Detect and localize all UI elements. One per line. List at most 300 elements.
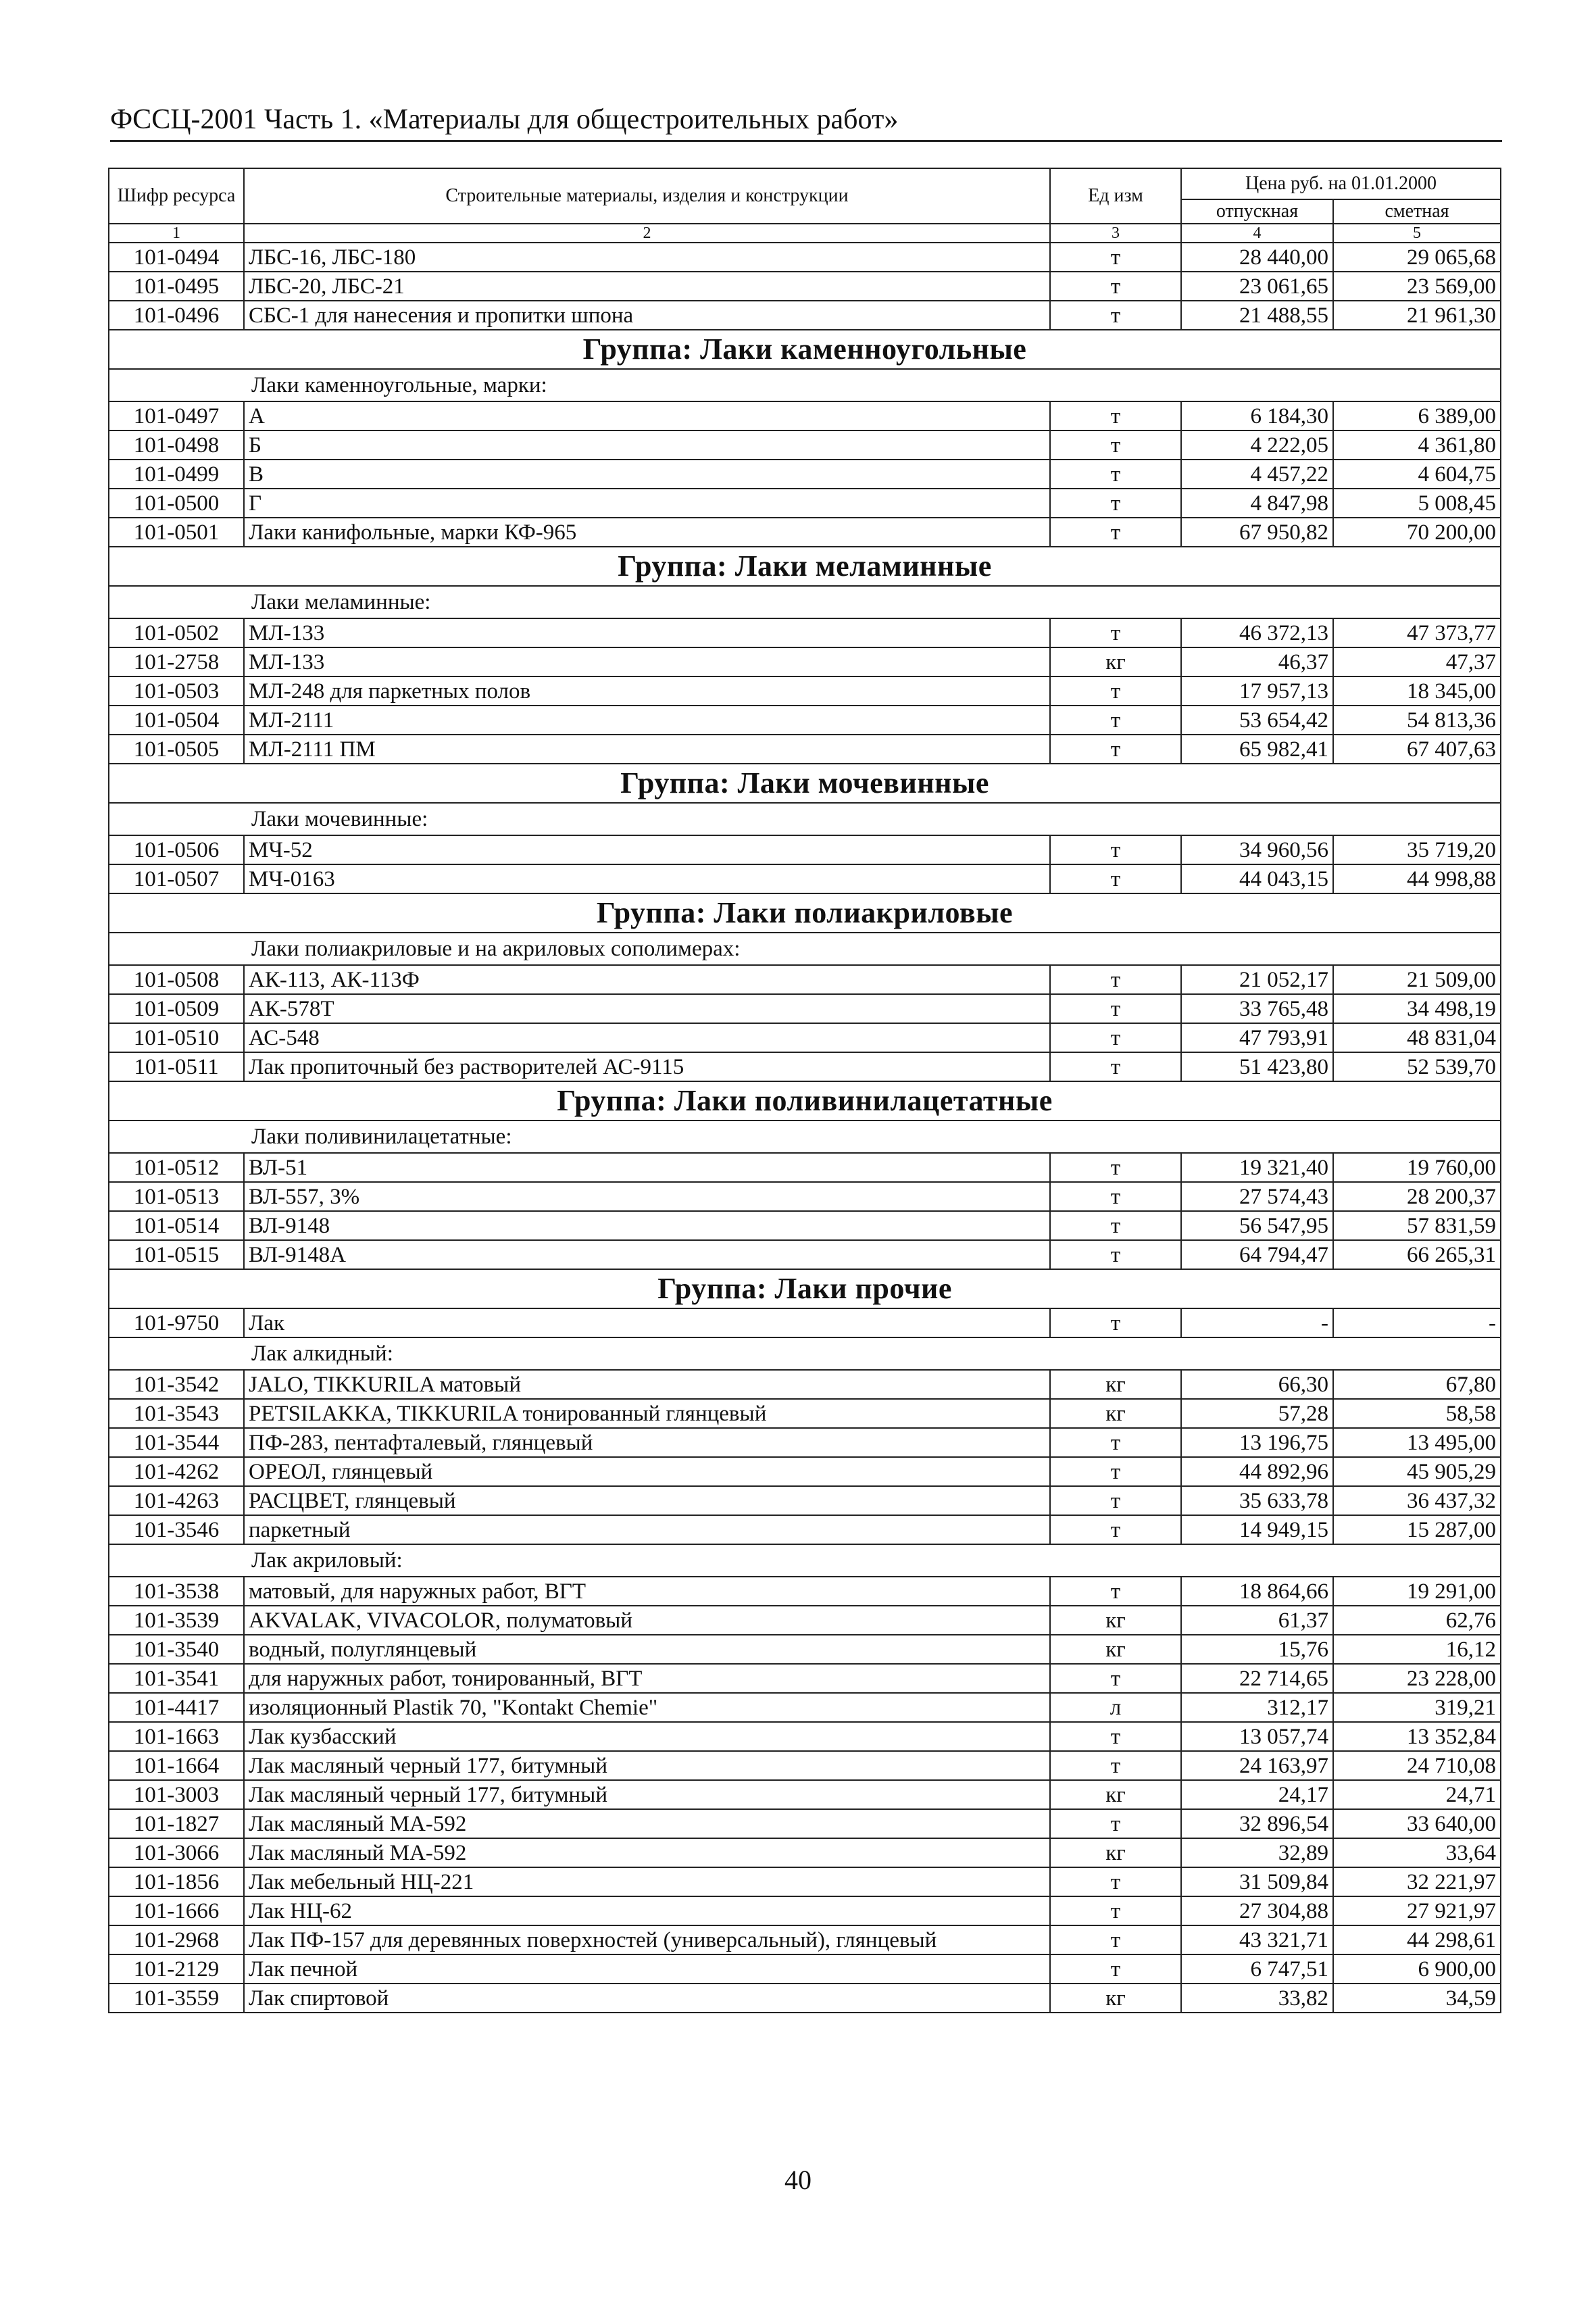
release-price-cell: 67 950,82	[1181, 518, 1333, 547]
material-name-cell: Лак мебельный НЦ-221	[244, 1867, 1050, 1896]
unit-cell: т	[1050, 1457, 1181, 1486]
subgroup-heading-row	[109, 1544, 1501, 1577]
page-header-title: ФССЦ-2001 Часть 1. «Материалы для общестроительных работ»	[110, 104, 899, 135]
release-price-cell: 4 457,22	[1181, 460, 1333, 489]
estimate-price-cell: 18 345,00	[1333, 676, 1501, 706]
table-row	[109, 864, 1501, 893]
material-name-cell: МЛ-2111	[244, 706, 1050, 735]
subgroup-heading: Лаки поливинилацетатные:	[109, 1121, 1501, 1153]
group-heading-row	[109, 1081, 1501, 1121]
estimate-price-cell: 5 008,45	[1333, 489, 1501, 518]
estimate-price-cell: 57 831,59	[1333, 1211, 1501, 1240]
column-number: 5	[1333, 224, 1501, 243]
table-row	[109, 735, 1501, 764]
table-row	[109, 1515, 1501, 1544]
estimate-price-cell: 23 228,00	[1333, 1664, 1501, 1693]
release-price-cell: 27 304,88	[1181, 1896, 1333, 1925]
estimate-price-cell: 13 352,84	[1333, 1722, 1501, 1751]
estimate-price-cell: 27 921,97	[1333, 1896, 1501, 1925]
estimate-price-cell: 54 813,36	[1333, 706, 1501, 735]
subgroup-heading-row	[109, 1121, 1501, 1153]
table-row	[109, 1925, 1501, 1954]
unit-cell: т	[1050, 735, 1181, 764]
release-price-cell: 22 714,65	[1181, 1664, 1333, 1693]
subgroup-heading: Лаки каменноугольные, марки:	[109, 369, 1501, 401]
resource-code-cell: 101-0501	[109, 518, 244, 547]
estimate-price-cell: 70 200,00	[1333, 518, 1501, 547]
material-name-cell: МЛ-133	[244, 618, 1050, 647]
table-row	[109, 430, 1501, 460]
resource-code-cell: 101-2968	[109, 1925, 244, 1954]
estimate-price-cell: 19 291,00	[1333, 1577, 1501, 1606]
table-row	[109, 1428, 1501, 1457]
table-row	[109, 647, 1501, 676]
material-name-cell: Лак пропиточный без растворителей АС-9115	[244, 1052, 1050, 1081]
resource-code-cell: 101-0509	[109, 994, 244, 1023]
release-price-cell: 32 896,54	[1181, 1809, 1333, 1838]
unit-cell: т	[1050, 272, 1181, 301]
material-name-cell: Лак масляный черный 177, битумный	[244, 1780, 1050, 1809]
table-row	[109, 518, 1501, 547]
resource-code-cell: 101-3540	[109, 1635, 244, 1664]
table-row	[109, 1693, 1501, 1722]
unit-cell: кг	[1050, 1780, 1181, 1809]
estimate-price-cell: 32 221,97	[1333, 1867, 1501, 1896]
unit-cell: т	[1050, 1240, 1181, 1269]
table-row	[109, 243, 1501, 272]
estimate-price-cell: 33 640,00	[1333, 1809, 1501, 1838]
column-number: 3	[1050, 224, 1181, 243]
release-price-cell: 6 747,51	[1181, 1954, 1333, 1984]
unit-cell: т	[1050, 1925, 1181, 1954]
estimate-price-cell: 44 998,88	[1333, 864, 1501, 893]
unit-cell: т	[1050, 1052, 1181, 1081]
material-name-cell: JALO, TIKKURILA матовый	[244, 1370, 1050, 1399]
release-price-cell: 31 509,84	[1181, 1867, 1333, 1896]
release-price-cell: 24,17	[1181, 1780, 1333, 1809]
material-name-cell: Лак печной	[244, 1954, 1050, 1984]
unit-cell: т	[1050, 1751, 1181, 1780]
release-price-cell: 4 222,05	[1181, 430, 1333, 460]
subgroup-heading: Лаки мочевинные:	[109, 803, 1501, 835]
materials-price-table	[108, 168, 1501, 2013]
resource-code-cell: 101-4417	[109, 1693, 244, 1722]
group-heading-row	[109, 893, 1501, 933]
release-price-cell: 32,89	[1181, 1838, 1333, 1867]
estimate-price-cell: 47 373,77	[1333, 618, 1501, 647]
unit-cell: кг	[1050, 1399, 1181, 1428]
unit-cell: кг	[1050, 1838, 1181, 1867]
column-number: 2	[244, 224, 1050, 243]
estimate-price-cell: 21 509,00	[1333, 965, 1501, 994]
table-row	[109, 1577, 1501, 1606]
unit-cell: т	[1050, 1954, 1181, 1984]
estimate-price-cell: 45 905,29	[1333, 1457, 1501, 1486]
unit-cell: т	[1050, 1211, 1181, 1240]
release-price-cell: 24 163,97	[1181, 1751, 1333, 1780]
material-name-cell: СБС-1 для нанесения и пропитки шпона	[244, 301, 1050, 330]
release-price-cell: 43 321,71	[1181, 1925, 1333, 1954]
material-name-cell: А	[244, 401, 1050, 430]
table-row	[109, 301, 1501, 330]
resource-code-cell: 101-3542	[109, 1370, 244, 1399]
release-price-cell: 21 488,55	[1181, 301, 1333, 330]
unit-cell: т	[1050, 1867, 1181, 1896]
resource-code-cell: 101-0514	[109, 1211, 244, 1240]
release-price-cell: 312,17	[1181, 1693, 1333, 1722]
group-heading-row	[109, 764, 1501, 803]
header-name: Строительные материалы, изделия и конструкции	[244, 168, 1050, 224]
release-price-cell: 28 440,00	[1181, 243, 1333, 272]
table-row	[109, 1023, 1501, 1052]
material-name-cell: Лак масляный черный 177, битумный	[244, 1751, 1050, 1780]
release-price-cell: 34 960,56	[1181, 835, 1333, 864]
release-price-cell: 47 793,91	[1181, 1023, 1333, 1052]
unit-cell: т	[1050, 1308, 1181, 1337]
material-name-cell: Лак ПФ-157 для деревянных поверхностей (универсальный), глянцевый	[244, 1925, 1050, 1954]
subgroup-heading-row	[109, 933, 1501, 965]
estimate-price-cell: 36 437,32	[1333, 1486, 1501, 1515]
release-price-cell: 35 633,78	[1181, 1486, 1333, 1515]
resource-code-cell: 101-3543	[109, 1399, 244, 1428]
resource-code-cell: 101-0503	[109, 676, 244, 706]
release-price-cell: 13 057,74	[1181, 1722, 1333, 1751]
estimate-price-cell: 319,21	[1333, 1693, 1501, 1722]
subgroup-heading-row	[109, 586, 1501, 618]
estimate-price-cell: 67 407,63	[1333, 735, 1501, 764]
table-row	[109, 1635, 1501, 1664]
table-row	[109, 1984, 1501, 2013]
estimate-price-cell: 66 265,31	[1333, 1240, 1501, 1269]
resource-code-cell: 101-0507	[109, 864, 244, 893]
table-row	[109, 1809, 1501, 1838]
material-name-cell: ВЛ-9148	[244, 1211, 1050, 1240]
subgroup-heading: Лаки меламинные:	[109, 586, 1501, 618]
material-name-cell: ПФ-283, пентафталевый, глянцевый	[244, 1428, 1050, 1457]
resource-code-cell: 101-0499	[109, 460, 244, 489]
unit-cell: т	[1050, 965, 1181, 994]
release-price-cell: 61,37	[1181, 1606, 1333, 1635]
resource-code-cell: 101-0496	[109, 301, 244, 330]
resource-code-cell: 101-0512	[109, 1153, 244, 1182]
unit-cell: т	[1050, 460, 1181, 489]
material-name-cell: МЧ-52	[244, 835, 1050, 864]
release-price-cell: 46,37	[1181, 647, 1333, 676]
subgroup-heading-row	[109, 369, 1501, 401]
estimate-price-cell: 4 604,75	[1333, 460, 1501, 489]
material-name-cell: ВЛ-557, 3%	[244, 1182, 1050, 1211]
estimate-price-cell: 29 065,68	[1333, 243, 1501, 272]
table-row	[109, 1211, 1501, 1240]
unit-cell: кг	[1050, 647, 1181, 676]
unit-cell: кг	[1050, 1984, 1181, 2013]
material-name-cell: изоляционный Plastik 70, "Kontakt Chemie"	[244, 1693, 1050, 1722]
material-name-cell: Лаки канифольные, марки КФ-965	[244, 518, 1050, 547]
unit-cell: т	[1050, 1515, 1181, 1544]
table-row	[109, 1954, 1501, 1984]
header-divider	[110, 140, 1502, 142]
group-heading-row	[109, 330, 1501, 369]
estimate-price-cell: 6 900,00	[1333, 1954, 1501, 1984]
table-row	[109, 1370, 1501, 1399]
estimate-price-cell: 28 200,37	[1333, 1182, 1501, 1211]
unit-cell: т	[1050, 1896, 1181, 1925]
table-row	[109, 1308, 1501, 1337]
table-row	[109, 1606, 1501, 1635]
resource-code-cell: 101-3003	[109, 1780, 244, 1809]
unit-cell: кг	[1050, 1635, 1181, 1664]
column-number: 1	[109, 224, 244, 243]
table-row	[109, 994, 1501, 1023]
table-row	[109, 835, 1501, 864]
resource-code-cell: 101-4263	[109, 1486, 244, 1515]
release-price-cell: 17 957,13	[1181, 676, 1333, 706]
unit-cell: т	[1050, 1722, 1181, 1751]
release-price-cell: 53 654,42	[1181, 706, 1333, 735]
table-row	[109, 1052, 1501, 1081]
estimate-price-cell: 24 710,08	[1333, 1751, 1501, 1780]
unit-cell: т	[1050, 864, 1181, 893]
resource-code-cell: 101-0495	[109, 272, 244, 301]
resource-code-cell: 101-2129	[109, 1954, 244, 1984]
release-price-cell: 18 864,66	[1181, 1577, 1333, 1606]
table-row	[109, 1867, 1501, 1896]
table-row	[109, 706, 1501, 735]
material-name-cell: Лак масляный МА-592	[244, 1809, 1050, 1838]
estimate-price-cell: 62,76	[1333, 1606, 1501, 1635]
table-row	[109, 1153, 1501, 1182]
table-row	[109, 965, 1501, 994]
table-row	[109, 1780, 1501, 1809]
material-name-cell: AKVALAK, VIVACOLOR, полуматовый	[244, 1606, 1050, 1635]
estimate-price-cell: 33,64	[1333, 1838, 1501, 1867]
column-numbers-row	[109, 224, 1501, 243]
material-name-cell: Лак кузбасский	[244, 1722, 1050, 1751]
subgroup-heading: Лак акриловый:	[109, 1544, 1501, 1577]
table-row	[109, 1722, 1501, 1751]
release-price-cell: 23 061,65	[1181, 272, 1333, 301]
release-price-cell: 44 043,15	[1181, 864, 1333, 893]
resource-code-cell: 101-3541	[109, 1664, 244, 1693]
estimate-price-cell: 21 961,30	[1333, 301, 1501, 330]
resource-code-cell: 101-0502	[109, 618, 244, 647]
resource-code-cell: 101-0510	[109, 1023, 244, 1052]
material-name-cell: Лак	[244, 1308, 1050, 1337]
estimate-price-cell: 34,59	[1333, 1984, 1501, 2013]
resource-code-cell: 101-0506	[109, 835, 244, 864]
release-price-cell: 33 765,48	[1181, 994, 1333, 1023]
release-price-cell: -	[1181, 1308, 1333, 1337]
release-price-cell: 44 892,96	[1181, 1457, 1333, 1486]
resource-code-cell: 101-1856	[109, 1867, 244, 1896]
table-row	[109, 272, 1501, 301]
table-row	[109, 460, 1501, 489]
release-price-cell: 13 196,75	[1181, 1428, 1333, 1457]
subgroup-heading: Лак алкидный:	[109, 1337, 1501, 1370]
estimate-price-cell: 52 539,70	[1333, 1052, 1501, 1081]
table-body	[109, 243, 1501, 2013]
group-heading: Группа: Лаки каменноугольные	[109, 330, 1501, 369]
material-name-cell: PETSILAKKA, TIKKURILA тонированный глянцевый	[244, 1399, 1050, 1428]
table-row	[109, 676, 1501, 706]
material-name-cell: МЛ-133	[244, 647, 1050, 676]
unit-cell: т	[1050, 430, 1181, 460]
unit-cell: т	[1050, 676, 1181, 706]
estimate-price-cell: 35 719,20	[1333, 835, 1501, 864]
release-price-cell: 27 574,43	[1181, 1182, 1333, 1211]
resource-code-cell: 101-4262	[109, 1457, 244, 1486]
material-name-cell: матовый, для наружных работ, ВГТ	[244, 1577, 1050, 1606]
unit-cell: т	[1050, 1153, 1181, 1182]
header-price: Цена руб. на 01.01.2000	[1181, 168, 1501, 199]
unit-cell: кг	[1050, 1370, 1181, 1399]
estimate-price-cell: 19 760,00	[1333, 1153, 1501, 1182]
subgroup-heading-row	[109, 1337, 1501, 1370]
table-row	[109, 1751, 1501, 1780]
resource-code-cell: 101-3559	[109, 1984, 244, 2013]
group-heading: Группа: Лаки прочие	[109, 1269, 1501, 1308]
resource-code-cell: 101-3544	[109, 1428, 244, 1457]
resource-code-cell: 101-0515	[109, 1240, 244, 1269]
material-name-cell: АК-578Т	[244, 994, 1050, 1023]
unit-cell: т	[1050, 1664, 1181, 1693]
resource-code-cell: 101-0500	[109, 489, 244, 518]
estimate-price-cell: 4 361,80	[1333, 430, 1501, 460]
release-price-cell: 33,82	[1181, 1984, 1333, 2013]
material-name-cell: Лак масляный МА-592	[244, 1838, 1050, 1867]
table-row	[109, 1399, 1501, 1428]
release-price-cell: 21 052,17	[1181, 965, 1333, 994]
resource-code-cell: 101-1664	[109, 1751, 244, 1780]
group-heading-row	[109, 1269, 1501, 1308]
unit-cell: т	[1050, 706, 1181, 735]
table-row	[109, 618, 1501, 647]
material-name-cell: ВЛ-51	[244, 1153, 1050, 1182]
unit-cell: т	[1050, 1577, 1181, 1606]
material-name-cell: Лак спиртовой	[244, 1984, 1050, 2013]
header-code: Шифр ресурса	[109, 168, 244, 224]
unit-cell: т	[1050, 835, 1181, 864]
table-row	[109, 401, 1501, 430]
resource-code-cell: 101-0494	[109, 243, 244, 272]
unit-cell: л	[1050, 1693, 1181, 1722]
header-price-release: отпускная	[1181, 199, 1333, 224]
release-price-cell: 15,76	[1181, 1635, 1333, 1664]
resource-code-cell: 101-2758	[109, 647, 244, 676]
unit-cell: т	[1050, 618, 1181, 647]
resource-code-cell: 101-0497	[109, 401, 244, 430]
material-name-cell: МЛ-248 для паркетных полов	[244, 676, 1050, 706]
unit-cell: т	[1050, 1486, 1181, 1515]
table-row	[109, 1182, 1501, 1211]
release-price-cell: 19 321,40	[1181, 1153, 1333, 1182]
material-name-cell: ВЛ-9148А	[244, 1240, 1050, 1269]
estimate-price-cell: 48 831,04	[1333, 1023, 1501, 1052]
table-row	[109, 1240, 1501, 1269]
resource-code-cell: 101-1666	[109, 1896, 244, 1925]
subgroup-heading-row	[109, 803, 1501, 835]
material-name-cell: АС-548	[244, 1023, 1050, 1052]
group-heading: Группа: Лаки поливинилацетатные	[109, 1081, 1501, 1121]
material-name-cell: РАСЦВЕТ, глянцевый	[244, 1486, 1050, 1515]
resource-code-cell: 101-0511	[109, 1052, 244, 1081]
resource-code-cell: 101-3538	[109, 1577, 244, 1606]
resource-code-cell: 101-3546	[109, 1515, 244, 1544]
estimate-price-cell: 15 287,00	[1333, 1515, 1501, 1544]
material-name-cell: ЛБС-16, ЛБС-180	[244, 243, 1050, 272]
unit-cell: т	[1050, 518, 1181, 547]
estimate-price-cell: 44 298,61	[1333, 1925, 1501, 1954]
subgroup-heading: Лаки полиакриловые и на акриловых сополимерах:	[109, 933, 1501, 965]
unit-cell: т	[1050, 243, 1181, 272]
unit-cell: т	[1050, 401, 1181, 430]
resource-code-cell: 101-0504	[109, 706, 244, 735]
release-price-cell: 57,28	[1181, 1399, 1333, 1428]
release-price-cell: 66,30	[1181, 1370, 1333, 1399]
group-heading-row	[109, 547, 1501, 586]
material-name-cell: ОРЕОЛ, глянцевый	[244, 1457, 1050, 1486]
material-name-cell: ЛБС-20, ЛБС-21	[244, 272, 1050, 301]
header-unit: Ед изм	[1050, 168, 1181, 224]
resource-code-cell: 101-1827	[109, 1809, 244, 1838]
page-number: 40	[784, 2165, 812, 2195]
table-row	[109, 1664, 1501, 1693]
material-name-cell: МЧ-0163	[244, 864, 1050, 893]
table-row	[109, 1457, 1501, 1486]
material-name-cell: Лак НЦ-62	[244, 1896, 1050, 1925]
material-name-cell: В	[244, 460, 1050, 489]
table-row	[109, 1838, 1501, 1867]
estimate-price-cell: 58,58	[1333, 1399, 1501, 1428]
material-name-cell: паркетный	[244, 1515, 1050, 1544]
material-name-cell: Б	[244, 430, 1050, 460]
unit-cell: т	[1050, 489, 1181, 518]
header-price-estimate: сметная	[1333, 199, 1501, 224]
unit-cell: т	[1050, 994, 1181, 1023]
unit-cell: т	[1050, 301, 1181, 330]
material-name-cell: для наружных работ, тонированный, ВГТ	[244, 1664, 1050, 1693]
resource-code-cell: 101-9750	[109, 1308, 244, 1337]
unit-cell: т	[1050, 1809, 1181, 1838]
release-price-cell: 51 423,80	[1181, 1052, 1333, 1081]
resource-code-cell: 101-3539	[109, 1606, 244, 1635]
estimate-price-cell: 16,12	[1333, 1635, 1501, 1664]
unit-cell: т	[1050, 1428, 1181, 1457]
column-number: 4	[1181, 224, 1333, 243]
resource-code-cell: 101-3066	[109, 1838, 244, 1867]
material-name-cell: МЛ-2111 ПМ	[244, 735, 1050, 764]
estimate-price-cell: 13 495,00	[1333, 1428, 1501, 1457]
material-name-cell: водный, полуглянцевый	[244, 1635, 1050, 1664]
estimate-price-cell: 34 498,19	[1333, 994, 1501, 1023]
group-heading: Группа: Лаки меламинные	[109, 547, 1501, 586]
resource-code-cell: 101-0513	[109, 1182, 244, 1211]
release-price-cell: 64 794,47	[1181, 1240, 1333, 1269]
material-name-cell: Г	[244, 489, 1050, 518]
estimate-price-cell: 6 389,00	[1333, 401, 1501, 430]
estimate-price-cell: 67,80	[1333, 1370, 1501, 1399]
resource-code-cell: 101-0505	[109, 735, 244, 764]
group-heading: Группа: Лаки мочевинные	[109, 764, 1501, 803]
release-price-cell: 6 184,30	[1181, 401, 1333, 430]
unit-cell: т	[1050, 1182, 1181, 1211]
table-row	[109, 1486, 1501, 1515]
table-row	[109, 489, 1501, 518]
release-price-cell: 4 847,98	[1181, 489, 1333, 518]
table-row	[109, 1896, 1501, 1925]
unit-cell: т	[1050, 1023, 1181, 1052]
release-price-cell: 56 547,95	[1181, 1211, 1333, 1240]
